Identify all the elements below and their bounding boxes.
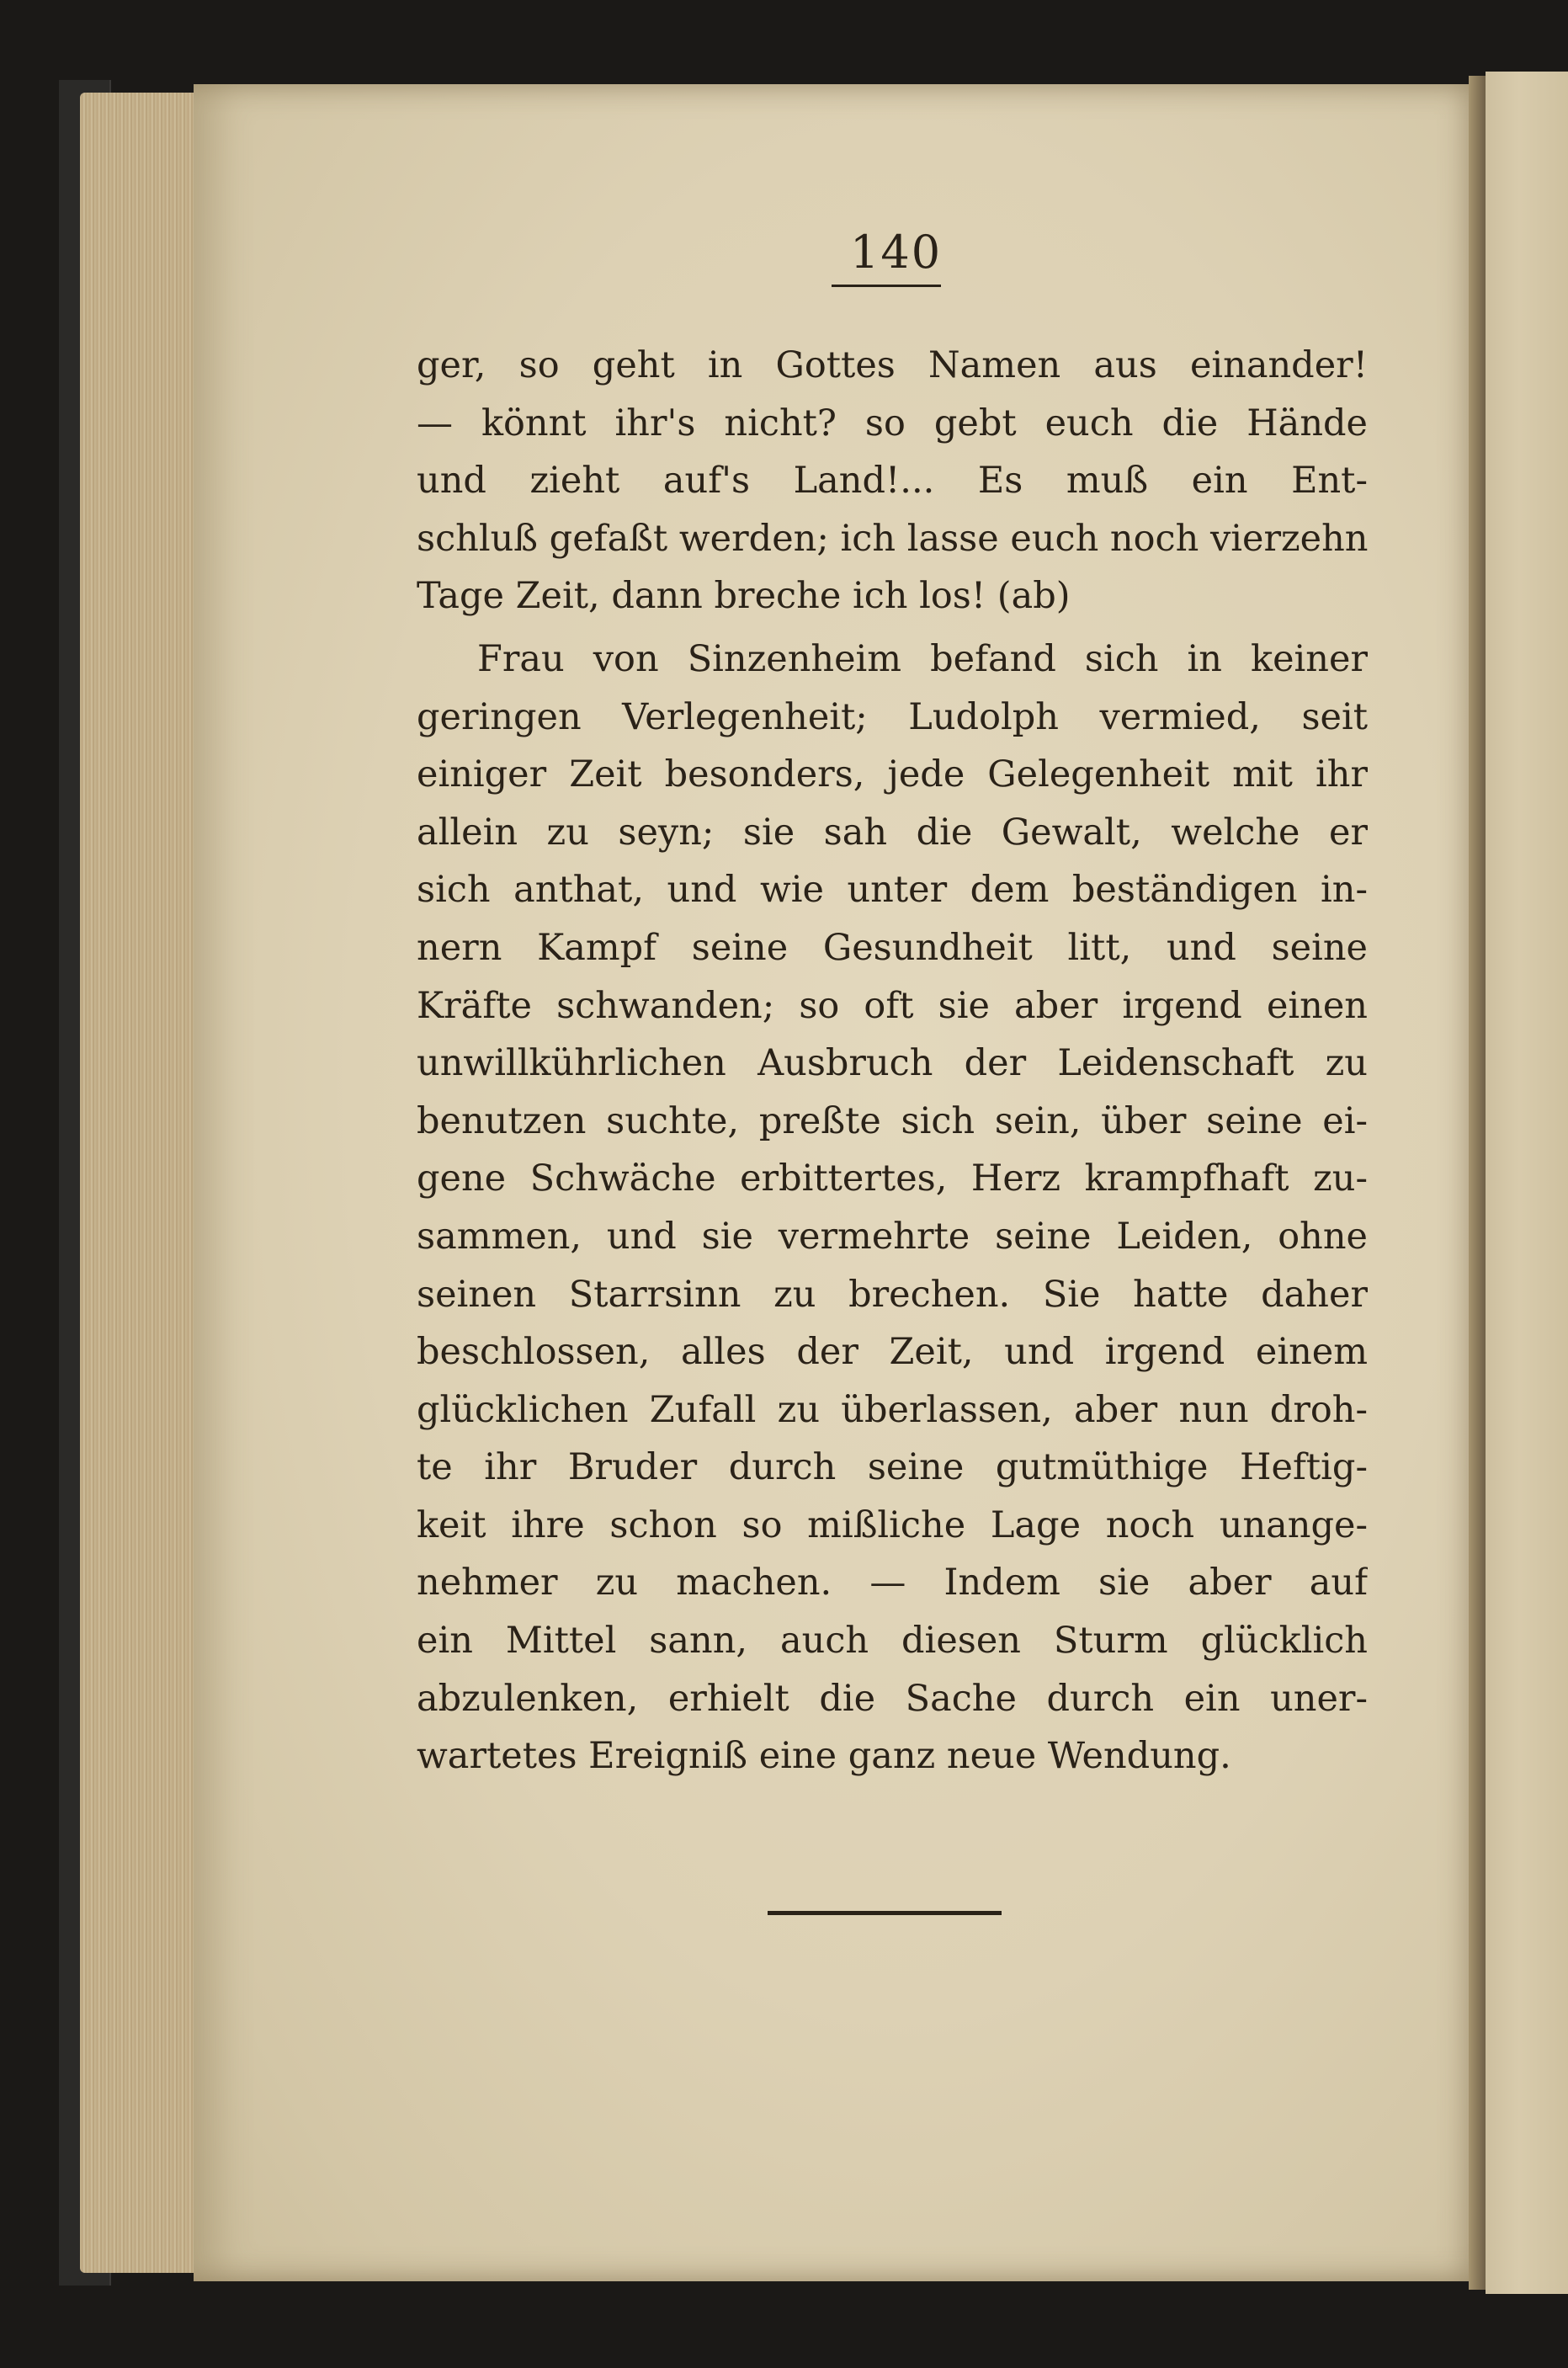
text-line: ger, so geht in Gottes Namen aus einander! [417, 344, 1368, 386]
text-line: sich anthat, und wie unter dem beständigen in- [417, 869, 1368, 912]
page-number: 140 [850, 226, 943, 279]
text-line: nehmer zu machen. — Indem sie aber auf [417, 1562, 1368, 1604]
text-line: Frau von Sinzenheim befand sich in keiner [477, 637, 1368, 680]
text-line: und zieht auf's Land!... Es muß ein Ent- [417, 460, 1368, 503]
text-line: gene Schwäche erbittertes, Herz krampfhaft zu- [417, 1157, 1368, 1200]
text-line: — könnt ihr's nicht? so gebt euch die Hände [417, 402, 1368, 444]
text-line: te ihr Bruder durch seine gutmüthige Heftig- [417, 1446, 1368, 1489]
text-line: einiger Zeit besonders, jede Gelegenheit mit ihr [417, 753, 1368, 796]
text-line: geringen Verlegenheit; Ludolph vermied, seit [417, 695, 1368, 738]
text-line: keit ihre schon so mißliche Lage noch unange- [417, 1503, 1368, 1546]
text-line: benutzen suchte, preßte sich sein, über seine ei- [417, 1099, 1368, 1142]
book-gutter [1469, 76, 1486, 2290]
chapter-end-rule [768, 1911, 1002, 1915]
text-line: sammen, und sie vermehrte seine Leiden, ohne [417, 1215, 1368, 1258]
text-line: Tage Zeit, dann breche ich los! (ab) [417, 575, 1071, 618]
text-line: beschlossen, alles der Zeit, und irgend einem [417, 1331, 1368, 1374]
text-line: Kräfte schwanden; so oft sie aber irgend einen [417, 984, 1368, 1027]
text-line: nern Kampf seine Gesundheit litt, und seine [417, 926, 1368, 969]
body-text [417, 337, 1368, 1785]
text-line: allein zu seyn; sie sah die Gewalt, welche er [417, 811, 1368, 854]
facing-page-edge [1486, 72, 1568, 2294]
text-line: unwillkührlichen Ausbruch der Leidenschaft zu [417, 1042, 1368, 1085]
text-line: glücklichen Zufall zu überlassen, aber nun droh- [417, 1388, 1368, 1431]
text-line: abzulenken, erhielt die Sache durch ein uner- [417, 1677, 1368, 1720]
page-number-rule [832, 285, 941, 287]
text-line: schluß gefaßt werden; ich lasse euch noch vierzehn [417, 517, 1368, 560]
text-line: seinen Starrsinn zu brechen. Sie hatte daher [417, 1273, 1368, 1316]
text-line: ein Mittel sann, auch diesen Sturm glücklich [417, 1620, 1368, 1663]
text-line: wartetes Ereigniß eine ganz neue Wendung. [417, 1735, 1231, 1778]
